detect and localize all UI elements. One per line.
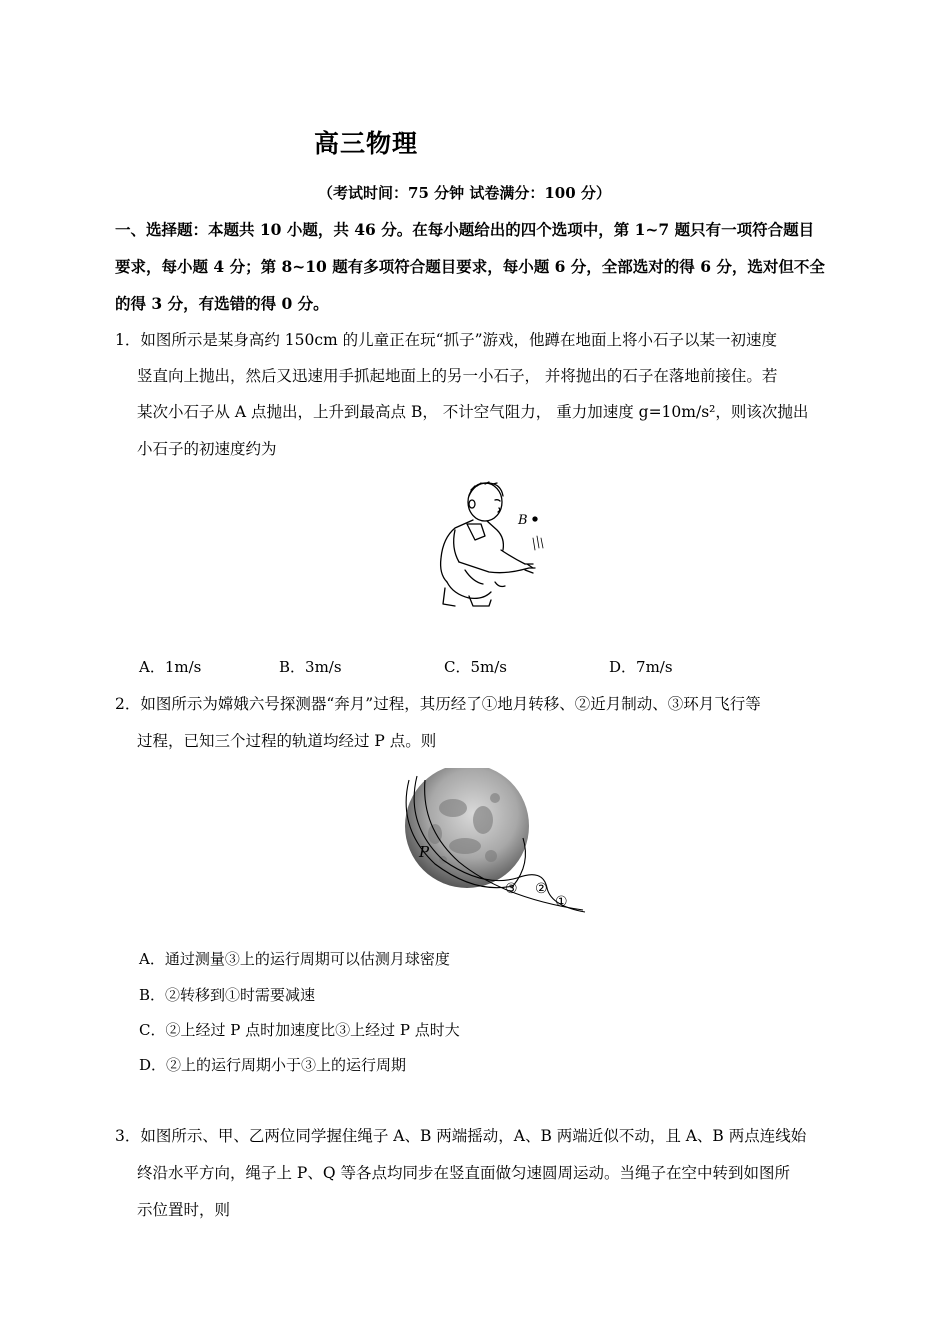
q1-text-line-3: 某次小石子从 A 点抛出，上升到最高点 B， 不计空气阻力， 重力加速度 g=10m/s²，则该次抛出 <box>137 403 809 421</box>
exam-info: （考试时间：75 分钟 试卷满分：100 分） <box>318 184 611 202</box>
q2-text-line-1: 2．如图所示为嫦娥六号探测器“奔月”过程，其历经了①地月转移、②近月制动、③环月飞行等 <box>115 695 761 713</box>
q3-text-line-1: 3．如图所示、甲、乙两位同学握住绳子 A、B 两端摇动，A、B 两端近似不动，且 A、B 两点连线始 <box>115 1127 807 1145</box>
section-instructions-line-3: 的得 3 分，有选错的得 0 分。 <box>115 294 329 313</box>
child-playing-figure <box>425 478 555 613</box>
q1-text-line-2: 竖直向上抛出，然后又迅速用手抓起地面上的另一小石子， 并将抛出的石子在落地前接住。若 <box>137 367 778 385</box>
label-b: B <box>518 513 528 528</box>
label-orbit-1: ① <box>555 894 568 910</box>
q1-option-b: B．3m/s <box>279 658 342 676</box>
q2-text-line-2: 过程，已知三个过程的轨道均经过 P 点。则 <box>137 732 437 750</box>
label-orbit-3: ③ <box>505 881 518 897</box>
q3-text-line-3: 示位置时，则 <box>137 1201 231 1219</box>
section-instructions-line-1: 一、选择题：本题共 10 小题，共 46 分。在每小题给出的四个选项中，第 1~7 题只有一项符合题目 <box>115 220 815 239</box>
q2-option-b: B．②转移到①时需要减速 <box>139 986 316 1004</box>
q3-text-line-2: 终沿水平方向，绳子上 P、Q 等各点均同步在竖直面做匀速圆周运动。当绳子在空中转到如图所 <box>137 1164 790 1182</box>
q1-option-d: D．7m/s <box>609 658 673 676</box>
q2-option-d: D．②上的运行周期小于③上的运行周期 <box>139 1056 407 1074</box>
q1-option-a: A．1m/s <box>139 658 202 676</box>
section-instructions-line-2: 要求，每小题 4 分；第 8~10 题有多项符合题目要求，每小题 6 分，全部选对的得 6 分，选对但不全 <box>115 257 825 276</box>
q1-text-line-1: 1．如图所示是某身高约 150cm 的儿童正在玩“抓子”游戏，他蹲在地面上将小石子以某一初速度 <box>115 331 778 349</box>
label-p: P <box>419 843 430 861</box>
moon-orbit-figure <box>395 768 590 918</box>
page-title: 高三物理 <box>314 129 419 158</box>
label-orbit-2: ② <box>535 881 548 897</box>
q2-option-a: A．通过测量③上的运行周期可以估测月球密度 <box>139 950 450 968</box>
q1-option-c: C．5m/s <box>444 658 507 676</box>
q1-text-line-4: 小石子的初速度约为 <box>137 440 277 458</box>
q2-option-c: C．②上经过 P 点时加速度比③上经过 P 点时大 <box>139 1021 460 1039</box>
